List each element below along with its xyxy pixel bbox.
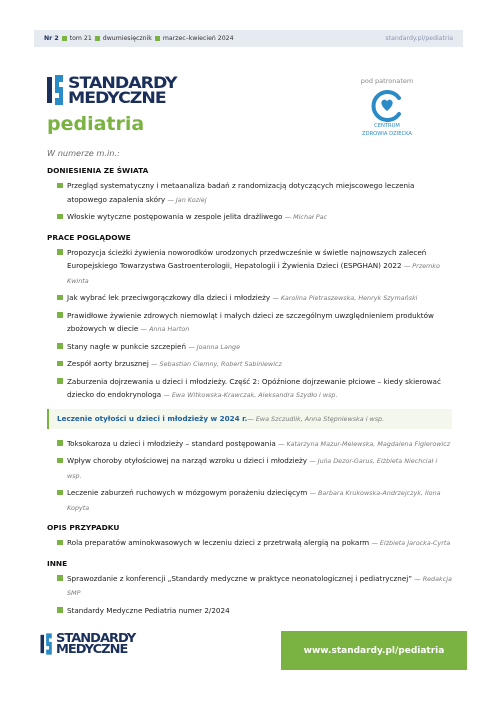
journal-logo xyxy=(47,73,177,135)
article-authors: — Jan Koziej xyxy=(167,195,207,204)
article-authors: — Elżbieta Jarocka-Cyrta xyxy=(371,539,451,547)
article-title: Standardy Medyczne Pediatria numer 2/2024 xyxy=(67,605,230,615)
article-title: Propozycja ścieżki żywienia noworodków urodzonych przedwcześnie w świetle najnowszych zaleceń Europejskiego Towarzystwa Gastroenterologii, Hepatologii i Żywienia Dzieci (ESPGHAN) 2022 xyxy=(67,247,427,270)
journal-url[interactable]: standardy.pl/pediatria xyxy=(385,35,453,42)
list-item[interactable] xyxy=(57,604,452,618)
article-authors: — Julia Dezor-Garus, Elżbieta Niechciał i wsp. xyxy=(67,457,438,480)
article-title: Rola preparatów aminokwasowych w leczeniu dzieci z przetrwałą alergią na pokarm xyxy=(67,538,370,547)
footer-url-link[interactable]: www.standardy.pl/pediatria xyxy=(281,631,467,670)
article-authors: — Anna Harton xyxy=(140,325,190,333)
article-title: Zaburzenia dojrzewania u dzieci i młodzieży. Część 2: Opóźnione dojrzewanie płciowe – kiedy skierować dziecko do endokrynologa xyxy=(67,376,441,399)
list-item[interactable] xyxy=(57,357,452,372)
standardy-logo-icon xyxy=(40,632,53,656)
article-title: Przegląd systematyczny i metaanaliza badań z randomizacją dotyczących miejscowego leczenia atopowego zapalenia skóry xyxy=(67,181,415,204)
featured-authors: — Ewa Szczudlik, Anna Stępniewska i wsp. xyxy=(247,414,385,423)
org-name-line-1: CENTRUM xyxy=(374,123,400,129)
article-authors: — Przemko Kwinta xyxy=(67,262,440,285)
article-title: Prawidłowe żywienie zdrowych niemowląt i małych dzieci ze szczególnym uwzględnieniem produktów zbożowych w diecie xyxy=(67,310,434,333)
list-item[interactable] xyxy=(57,210,452,225)
list-item[interactable] xyxy=(57,572,452,601)
org-name-line-2: ZDROWIA DZIECKA xyxy=(362,130,412,137)
section-heading: OPIS PRZYPADKU xyxy=(47,523,120,532)
footer-logo xyxy=(40,631,136,656)
issue-info-bar xyxy=(34,30,463,47)
article-title: Leczenie zaburzeń ruchowych w mózgowym porażeniu dziecięcym xyxy=(67,488,308,497)
patronage-block xyxy=(350,77,424,137)
article-title: Włoskie wytyczne postępowania w zespole jelita drażliwego xyxy=(67,212,283,221)
list-item[interactable] xyxy=(57,454,452,483)
article-authors: — Ewa Witkowska-Krawczak, Aleksandra Szydło i wsp. xyxy=(163,391,338,399)
frequency: dwumiesięcznik xyxy=(102,35,152,42)
article-authors: — Redakcja SMP xyxy=(67,574,452,597)
article-title: Jak wybrać lek przeciwgorączkowy dla dzieci i młodzieży xyxy=(67,293,271,302)
footer-brand-line-1: STANDARDY xyxy=(56,631,136,645)
patronage-label: pod patronatem xyxy=(360,77,414,85)
standardy-logo-icon xyxy=(47,73,64,107)
heart-ring-icon xyxy=(369,90,405,122)
article-title: Toksokaroza u dzieci i młodzieży – standard postępowania xyxy=(67,438,276,448)
section-heading: PRACE POGLĄDOWE xyxy=(47,232,131,242)
table-of-contents xyxy=(47,148,452,620)
article-authors: — Michał Pac xyxy=(284,213,328,221)
section-heading: DONIESIENIA ZE ŚWIATA xyxy=(47,166,149,175)
featured-article[interactable] xyxy=(47,409,452,429)
list-item[interactable] xyxy=(57,437,452,452)
period: marzec–kwiecień 2024 xyxy=(162,35,234,42)
intro-text: W numerze m.in.: xyxy=(47,148,120,158)
bullet-square-icon xyxy=(62,36,67,41)
issue-number: Nr 2 xyxy=(44,35,59,42)
article-authors: — Barbara Krukowska-Andrzejczyk, Ilona Kopyta xyxy=(67,489,441,512)
article-title: Wpływ choroby otyłościowej na narząd wzroku u dzieci i młodzieży xyxy=(67,456,308,465)
list-item[interactable] xyxy=(57,536,452,551)
brand-line-2: MEDYCZNE xyxy=(68,88,166,107)
list-item[interactable] xyxy=(57,179,452,207)
volume: tom 21 xyxy=(69,35,92,42)
footer-brand-line-2: MEDYCZNE xyxy=(56,642,128,656)
list-item[interactable] xyxy=(57,486,452,515)
article-title: Zespół aorty brzusznej xyxy=(67,359,149,368)
list-item[interactable] xyxy=(57,246,452,289)
list-item[interactable] xyxy=(57,291,452,306)
article-authors: — Joanna Lange xyxy=(188,342,241,351)
bullet-square-icon xyxy=(95,36,100,41)
section-heading: INNE xyxy=(47,558,68,568)
brand-line-1: STANDARDY xyxy=(68,73,177,92)
journal-subtitle: pediatria xyxy=(47,113,145,135)
list-item[interactable] xyxy=(57,375,452,403)
list-item[interactable] xyxy=(57,309,452,337)
article-authors: — Sebastian Ciemny, Robert Sabiniewicz xyxy=(151,360,282,368)
article-title: Sprawozdanie z konferencji „Standardy medyczne w praktyce neonatologicznej i pediatrycznej” xyxy=(67,573,412,583)
article-authors: — Karolina Pietraszewska, Henryk Szymański xyxy=(272,294,418,302)
bullet-square-icon xyxy=(155,36,160,41)
list-item[interactable] xyxy=(57,340,452,355)
featured-title: Leczenie otyłości u dzieci i młodzieży w 2024 r. xyxy=(57,413,248,423)
article-title: Stany nagłe w punkcie szczepień xyxy=(67,341,187,351)
article-authors: — Katarzyna Mazur-Melewska, Magdalena Figlerowicz xyxy=(278,439,451,448)
